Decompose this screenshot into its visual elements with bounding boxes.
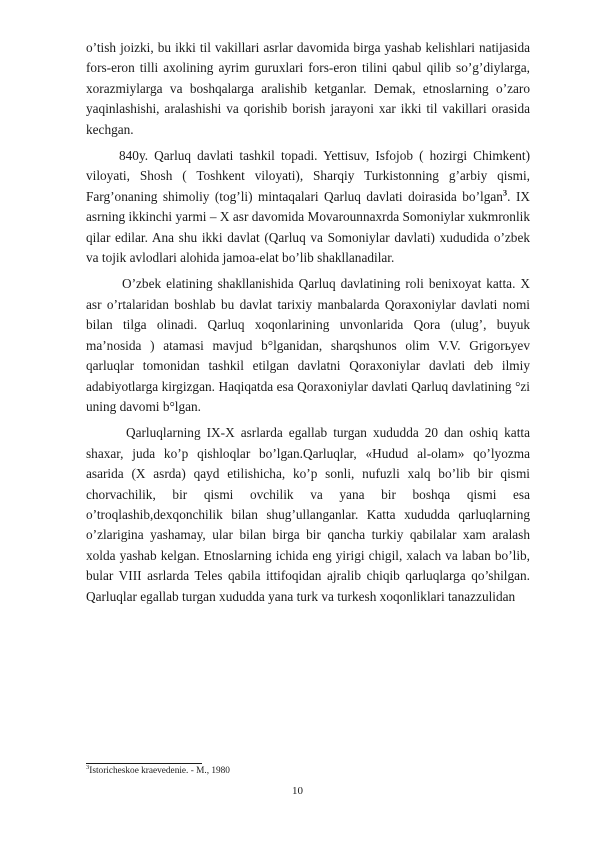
paragraph-2-main: 840y. Qarluq davlati tashkil topadi. Yettisuv, Isfojob ( hozirgi Chimkent) viloyati, Shosh ( Toshkent viloyati), Sharqiy Turkistonning g’arbiy qismi, Farg’onaning shimoliy (tog’li) mintaqalari Qarluq davlati doirasida bo’lgan	[86, 148, 530, 204]
page-body	[86, 38, 530, 607]
footnote	[86, 763, 230, 776]
paragraph-4: Qarluqlarning IX-X asrlarda egallab turgan xududda 20 dan oshiq katta shaxar, juda ko’p qishloqlar bo’lgan.Qarluqlar, «Hudud al-olam» qo’lyozma asarida (X asrda) qayd etilishicha, ko’p sonli, nufuzli xalq bo’lib bir qismi chorvachilik, bir qismi ovchilik va yana bir boshqa qismi esa o’troqlashib,dexqonchilik bilan shug’ullanganlar. Katta xududda qarluqlarning o’zlarigina yashamay, ular bilan birga bir qancha turkiy qabilalar xam aralash xolda yashab kelgan. Etnoslarning ichida eng yirigi chigil, xalach va laban bo’lib, bular VIII asrlarda Teles qabila ittifoqidan ajralib chiqib qarluqlarga qo’shilgan. Qarluqlar egallab turgan xududda yana turk va turkesh xoqonliklari tanazzulidan	[86, 425, 530, 604]
footnote-number: 3	[86, 763, 90, 771]
footnote-separator	[86, 763, 202, 764]
footnote-text: Istoricheskoe kraevedenie. - M., 1980	[89, 766, 230, 776]
paragraph-2	[86, 146, 530, 268]
paragraph-2-tail: . IX asrning ikkinchi yarmi – X asr davomida Movarounnaxrda Somoniylar xukmronlik qilar edilar. Ana shu ikki davlat (Qarluq va Somoniylar davlati) xududida o’zbek va tojik avlodlari alohida jamoa-elat bo’lib shakllanadilar.	[86, 188, 530, 266]
page-number: 10	[292, 785, 303, 797]
paragraph-1: o’tish joizki, bu ikki til vakillari asrlar davomida birga yashab kelishlari natijasida fors-eron tilli axolining ayrim guruxlari fors-eron tilini qabul qilib so’g’diylarga, xorazmiylarga va boshqalarga aralishib ketganlar. Demak, etnoslarning o’zaro yaqinlashishi, aralashishi va qorishib borish jarayoni xar ikki til vakillari orasida kechgan.	[86, 40, 530, 137]
paragraph-3: O’zbek elatining shakllanishida Qarluq davlatining roli benixoyat katta. X asr o’rtalaridan boshlab bu davlat tarixiy manbalarda Qoraxoniylar davlati nomi bilan tilga olinadi. Qarluq xoqonlarining unvonlarida Qora (ulug’, buyuk ma’nosida ) atamasi mavjud b°lganidan, sharqshunos olim V.V. Grigorьyev qarluqlar tomonidan tashkil etilgan davlatni Qoraxoniylar davlati deb ilmiy adabiyotlarga kirgizgan. Haqiqatda esa Qoraxoniylar davlati Qarluq davlatining °zi uning davomi b°lgan.	[86, 276, 530, 414]
footnote-reference: 3	[502, 187, 508, 198]
